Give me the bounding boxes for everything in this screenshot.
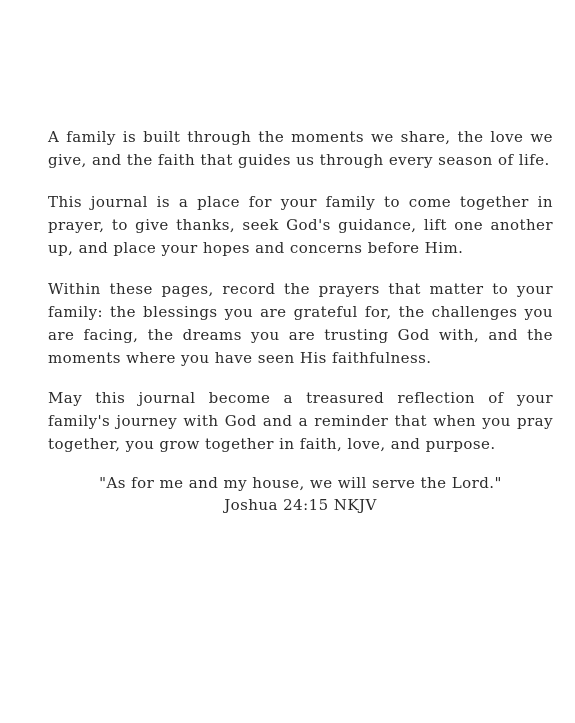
purpose-paragraph: This journal is a place for your family to come together in prayer, to give thanks, seek God's guidance, lift one another up, and place your hopes and concerns before Him. <box>48 193 553 257</box>
closing-paragraph: May this journal become a treasured reflection of your family's journey with God and a reminder that when you pray together, you grow together in faith, love, and purpose. <box>48 389 553 453</box>
bible-verse-quote: "As for me and my house, we will serve the Lord." <box>99 474 502 492</box>
bible-verse-reference: Joshua 24:15 NKJV <box>224 496 377 514</box>
intro-paragraph: A family is built through the moments we share, the love we give, and the faith that guides us through every season of life. <box>48 128 553 169</box>
instructions-paragraph: Within these pages, record the prayers that matter to your family: the blessings you are grateful for, the challenges you are facing, the dreams you are trusting God with, and the moments where you have seen His faithfulness. <box>48 280 553 367</box>
